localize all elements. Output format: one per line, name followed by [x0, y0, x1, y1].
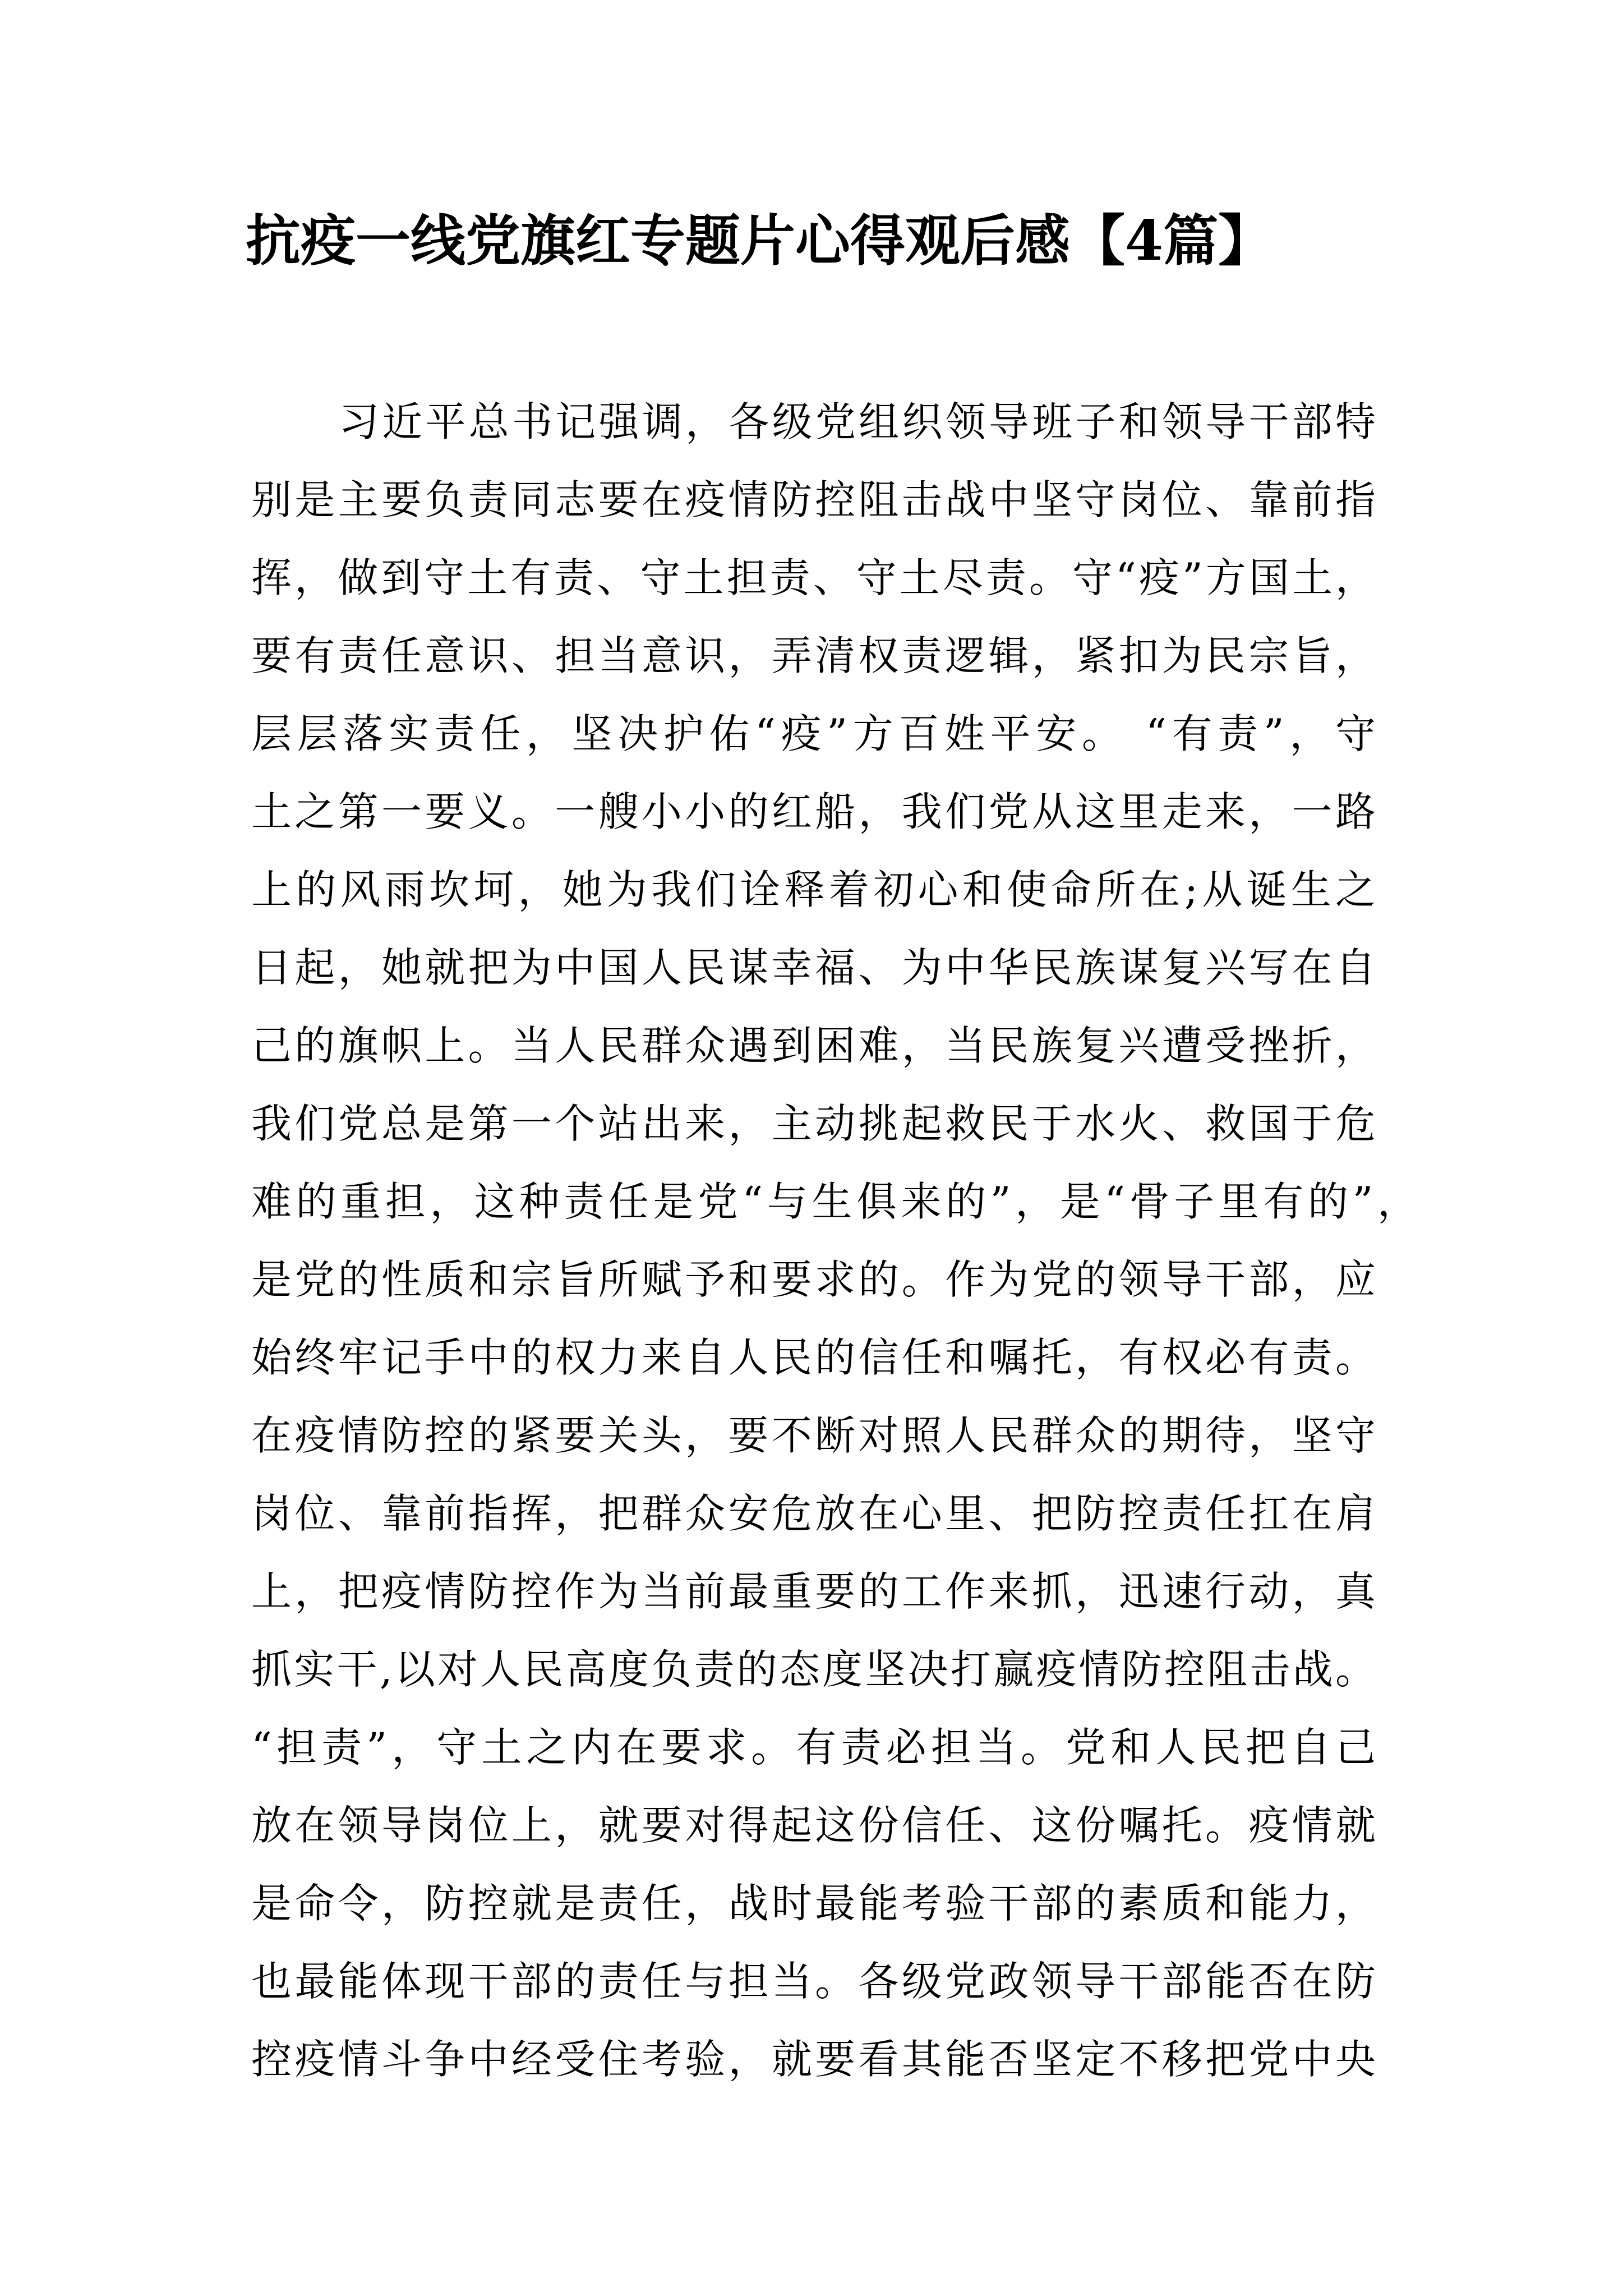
body-line: 是命令，防控就是责任，战时最能考验干部的素质和能力，: [251, 1880, 1376, 1927]
body-line: 土之第一要义。一艘小小的红船，我们党从这里走来，一路: [251, 788, 1376, 835]
body-line: 也最能体现干部的责任与担当。各级党政领导干部能否在防: [251, 1958, 1376, 2005]
document-title: 抗疫一线党旗红专题片心得观后感【4篇】: [246, 209, 1274, 273]
body-line: 抓实干,以对人民高度负责的态度坚决打赢疫情防控阻击战。: [251, 1646, 1376, 1693]
body-line: 岗位、靠前指挥，把群众安危放在心里、把防控责任扛在肩: [251, 1490, 1376, 1537]
body-line: 难的重担，这种责任是党“与生俱来的”，是“骨子里有的”，: [251, 1178, 1418, 1225]
body-line: 要有责任意识、担当意识，弄清权责逻辑，紧扣为民宗旨，: [251, 632, 1376, 679]
body-line: 是党的性质和宗旨所赋予和要求的。作为党的领导干部，应: [251, 1256, 1376, 1303]
body-line: 放在领导岗位上，就要对得起这份信任、这份嘱托。疫情就: [251, 1802, 1376, 1849]
body-line: “担责”，守土之内在要求。有责必担当。党和人民把自己: [251, 1724, 1376, 1771]
body-line: 挥，做到守土有责、守土担责、守土尽责。守“疫”方国土，: [251, 554, 1376, 601]
body-line: 己的旗帜上。当人民群众遇到困难，当民族复兴遭受挫折，: [251, 1022, 1376, 1069]
body-line: 别是主要负责同志要在疫情防控阻击战中坚守岗位、靠前指: [251, 476, 1376, 523]
body-line: 始终牢记手中的权力来自人民的信任和嘱托，有权必有责。: [251, 1334, 1376, 1381]
body-line: 上，把疫情防控作为当前最重要的工作来抓，迅速行动，真: [251, 1568, 1376, 1615]
body-line: 我们党总是第一个站出来，主动挑起救民于水火、救国于危: [251, 1100, 1376, 1147]
body-line: 日起，她就把为中国人民谋幸福、为中华民族谋复兴写在自: [251, 944, 1376, 991]
body-line: 控疫情斗争中经受住考验，就要看其能否坚定不移把党中央: [251, 2036, 1376, 2083]
body-line: 习近平总书记强调，各级党组织领导班子和领导干部特: [339, 398, 1376, 445]
body-line: 在疫情防控的紧要关头，要不断对照人民群众的期待，坚守: [251, 1412, 1376, 1459]
body-line: 层层落实责任，坚决护佑“疫”方百姓平安。 “有责”，守: [251, 710, 1376, 757]
body-line: 上的风雨坎坷，她为我们诠释着初心和使命所在;从诞生之: [251, 866, 1376, 913]
